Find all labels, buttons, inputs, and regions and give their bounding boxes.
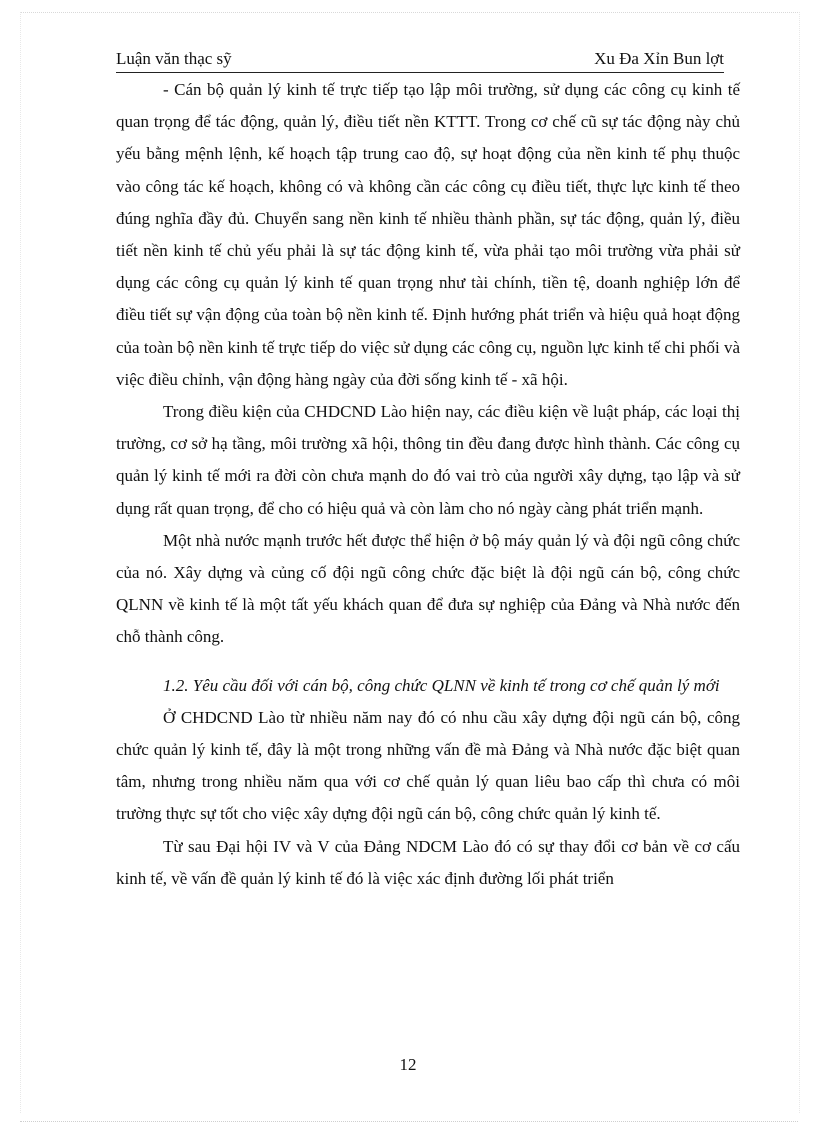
page-bottom-rule [20, 1121, 798, 1122]
page-header [116, 46, 724, 73]
paragraph-congress-changes: Từ sau Đại hội IV và V của Đảng NDCM Lào đó có sự thay đổi cơ bản về cơ cấu kinh tế, về vấn đề quản lý kinh tế đó là việc xác định đường lối phát triển [116, 836, 740, 888]
paragraph-economic-managers: - Cán bộ quản lý kinh tế trực tiếp tạo lập môi trường, sử dụng các công cụ kinh tế quan trọng để tác động, quản lý, điều tiết nền KTTT. Trong cơ chế cũ sự tác động này chủ yếu bằng mệnh lệnh, kế hoạch tập trung cao độ, sự hoạt động của nền kinh tế phụ thuộc vào công tác kế hoạch, không có và không cần các công cụ điều tiết, thực lực kinh tế theo đúng nghĩa đầy đủ. Chuyển sang nền kinh tế nhiều thành phần, sự tác động, quản lý, điều tiết nền kinh tế chủ yếu phải là sự tác động kinh tế, vừa phải tạo môi trường vừa phải sử dụng các công cụ quản lý kinh tế quan trọng như tài chính, tiền tệ, doanh nghiệp lớn để điều tiết sự vận động của toàn bộ nền kinh tế. Định hướng phát triển và hiệu quả hoạt động của toàn bộ nền kinh tế trực tiếp do việc sử dụng các công cụ, nguồn lực kinh tế chi phối và việc điều chỉnh, vận động hàng ngày của đời sống kinh tế - xã hội. [116, 80, 740, 389]
header-author-name: Xu Đa Xỉn Bun lợt [594, 49, 724, 68]
paragraph-lao-conditions: Trong điều kiện của CHDCND Lào hiện nay, các điều kiện về luật pháp, các loại thị trường, cơ sở hạ tầng, môi trường xã hội, thông tin đều đang được hình thành. Các công cụ quản lý kinh tế mới ra đời còn chưa mạnh do đó vai trò của người xây dựng, tạo lập và sử dụng rất quan trọng, để cho có hiệu quả và còn làm cho nó ngày càng phát triển mạnh. [116, 402, 740, 518]
header-thesis-label: Luận văn thạc sỹ [116, 49, 232, 68]
paragraph-lao-demand: Ở CHDCND Lào từ nhiều năm nay đó có nhu cầu xây dựng đội ngũ cán bộ, công chức quản lý kinh tế, đây là một trong những vấn đề mà Đảng và Nhà nước đặc biệt quan tâm, nhưng trong nhiều năm qua với cơ chế quản lý quan liêu bao cấp thì chưa có môi trường thực sự tốt cho việc xây dựng đội ngũ cán bộ, công chức quản lý kinh tế. [116, 707, 740, 824]
paragraph-strong-state: Một nhà nước mạnh trước hết được thể hiện ở bộ máy quản lý và đội ngũ công chức của nó. Xây dựng và củng cố đội ngũ công chức đặc biệt là đội ngũ cán bộ, công chức QLNN về kinh tế là một tất yếu khách quan để đưa sự nghiệp của Đảng và Nhà nước đến chỗ thành công. [116, 530, 740, 647]
page-number: 12 [399, 1055, 417, 1074]
section-heading-1-2: 1.2. Yêu cầu đối với cán bộ, công chức QLNN về kinh tế trong cơ chế quản lý mới [163, 675, 720, 695]
document-body [116, 74, 740, 895]
